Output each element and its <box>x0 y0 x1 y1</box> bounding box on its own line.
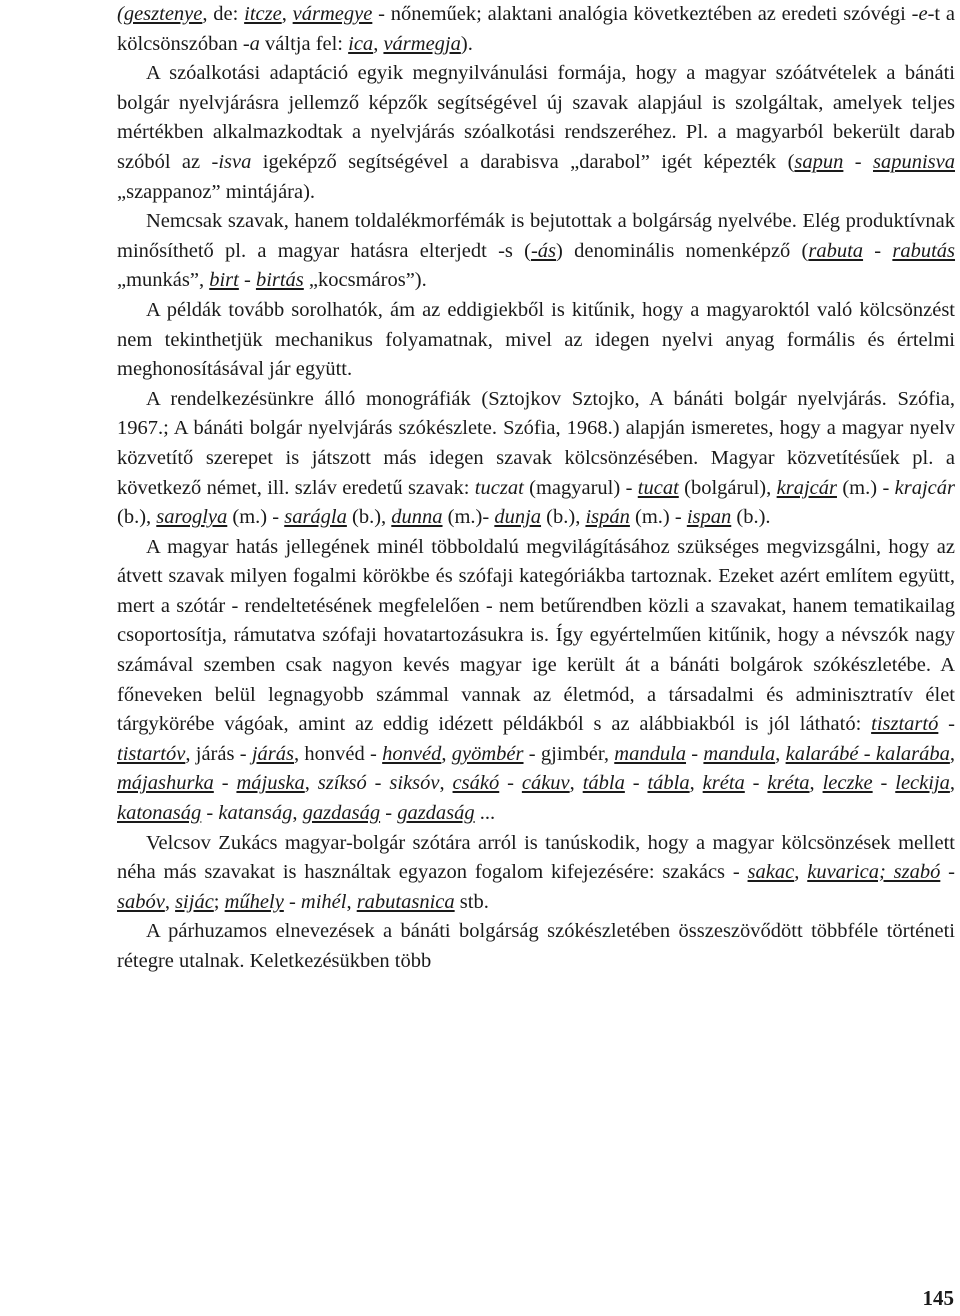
emphasized-word: -a <box>242 32 260 55</box>
paragraph <box>117 0 955 59</box>
emphasized-word: mandula <box>614 742 687 765</box>
emphasized-word: katanság <box>218 802 293 825</box>
text-run: , <box>292 802 303 825</box>
paragraph <box>117 296 955 385</box>
text-run: - <box>283 890 301 913</box>
text-run: , honvéd - <box>294 742 383 765</box>
text-run: - <box>872 772 896 795</box>
text-run: , de: <box>202 3 245 25</box>
emphasized-word: vármegye <box>292 3 373 25</box>
text-run: (m.) - <box>629 506 687 529</box>
emphasized-word: májashurka <box>117 772 214 795</box>
text-run: stb. <box>454 890 489 913</box>
text-run: , <box>346 890 357 913</box>
text-run: igeképző segítségével a darabisva „darabol” igét képezték ( <box>251 150 795 173</box>
emphasized-word: sarágla <box>284 506 347 529</box>
emphasized-word: birtás <box>255 269 304 292</box>
emphasized-word: tábla <box>582 772 625 795</box>
emphasized-word: itcze <box>244 3 282 25</box>
emphasized-word: -e- <box>911 3 935 25</box>
text-run: váltja fel: <box>259 32 349 55</box>
text-run: (m.) - <box>227 506 285 529</box>
text-run: „kocsmáros”). <box>303 269 427 292</box>
text-run: - nőneműek; alaktani analógia következtében az eredeti szóvégi <box>372 3 912 25</box>
emphasized-word: sapunisva <box>873 150 955 173</box>
text-run: - <box>213 772 237 795</box>
text-run: , <box>775 742 786 765</box>
emphasized-word: sakac <box>747 861 795 884</box>
emphasized-word: leckija <box>895 772 950 795</box>
text-run: - <box>938 713 955 736</box>
emphasized-word: ica <box>348 32 374 55</box>
emphasized-word: rabutás <box>892 239 956 262</box>
emphasized-word: ispán <box>585 506 630 529</box>
emphasized-word: dunja <box>494 506 542 529</box>
text-run: ; <box>213 890 225 913</box>
text-run: , <box>794 861 808 884</box>
text-run: (bolgárul), <box>678 476 777 499</box>
text-run: , <box>689 772 703 795</box>
emphasized-word: ispan <box>686 506 732 529</box>
text-run: t a kölcsönszóban <box>117 3 956 55</box>
emphasized-word: leczke <box>822 772 873 795</box>
emphasized-word: májuska <box>236 772 305 795</box>
text-run: ). <box>460 32 473 55</box>
emphasized-word: gazdaság <box>397 802 475 825</box>
emphasized-word: (gesztenye <box>117 3 203 25</box>
text-run: - <box>744 772 768 795</box>
text-run: A szóalkotási adaptáció egyik megnyilvánulási formája, hogy a magyar szóátvételek a bánáti bolgár nyelvjárásra jellemző képzők segítségével új szavak alapjául is szolgáltak, amelyek teljes mértékben alkalmazkodtak a nyelvjárás szóalkotási rendszeréhez. Pl. a magyarból bekerült darab szóból az <box>117 62 955 173</box>
emphasized-word: mandula <box>703 742 776 765</box>
text-run: ... <box>474 802 496 825</box>
text-run: , <box>809 772 823 795</box>
emphasized-word: rabutasnica <box>356 890 455 913</box>
text-run: (b.). <box>731 506 771 529</box>
page-number: 145 <box>922 1286 954 1310</box>
emphasized-word: mihél <box>300 890 347 913</box>
emphasized-word: krajcár <box>894 476 955 499</box>
emphasized-word: sapun <box>794 150 844 173</box>
text-run: - <box>201 802 219 825</box>
text-run: , <box>164 890 176 913</box>
text-run: - <box>624 772 648 795</box>
paragraph <box>117 207 955 296</box>
text-run: „munkás”, <box>117 269 210 292</box>
text-run: - <box>366 772 390 795</box>
emphasized-word: saroglya <box>156 506 228 529</box>
text-run: A magyar hatás jellegének minél többoldalú megvilágításához szükséges megvizsgálni, hogy az átvett szavak milyen fogalmi körökbe és szófaji kategóriákba tartoznak. Ezeket azért említem együtt, mert a szótár - rendeltetésének megfelelően - nem betűrendben közli a szavakat, hanem tematikailag csoportosítja, rámutatva szófaji hovatartozásukra is. Így egyértelműen kitűnik, hogy a névszók nagy számával szemben csak nagyon kevés magyar ige került át a bánáti bolgárok szókészletébe. A főneveken belül legnagyobb számmal vannak az életmód, a társadalmi és adminisztratív élet tárgykörébe vágóak, amint az eddig idézett példákból s az alábbiakból is jól látható: <box>117 535 955 736</box>
emphasized-word: siksóv <box>389 772 440 795</box>
text-run: Nemcsak szavak, hanem toldalékmorfémák is bejutottak a bolgárság nyelvébe. Elég produktívnak minősíthető pl. a magyar hatásra elterjedt -s ( <box>117 210 955 262</box>
emphasized-word: szíksó <box>317 772 367 795</box>
text-run: , <box>439 772 453 795</box>
text-run: (b.), <box>541 506 586 529</box>
text-run: , <box>949 742 956 765</box>
text-run: (m.)- <box>442 506 495 529</box>
text-run: - gjimbér, <box>523 742 615 765</box>
emphasized-word: sijác <box>175 890 214 913</box>
text-run: - <box>863 239 893 262</box>
text-run: - <box>238 269 256 292</box>
text-run: A párhuzamos elnevezések a bánáti bolgárság szókészletében összeszövődött többféle történeti rétegre utalnak. Keletkezésükben több <box>117 920 955 972</box>
emphasized-word: katonaság <box>117 802 202 825</box>
emphasized-word: krajcár <box>776 476 837 499</box>
text-run: - <box>380 802 398 825</box>
text-run: (b.), <box>117 506 157 529</box>
text-run: ) denominális nomenképző ( <box>556 239 809 262</box>
text-run: , <box>373 32 384 55</box>
emphasized-word: dunna <box>391 506 443 529</box>
emphasized-word: rabuta <box>808 239 864 262</box>
text-run: A példák tovább sorolhatók, ám az eddigiekből is kitűnik, hogy a magyaroktól való kölcsönzést nem tekinthetjük mechanikus folyamatnak, mivel az idegen nyelvi anyag formális és értelmi meghonosításával jár együtt. <box>117 298 955 381</box>
text-run: - <box>686 742 704 765</box>
paragraph <box>117 533 955 829</box>
emphasized-word: csákó <box>452 772 500 795</box>
text-run: , <box>569 772 583 795</box>
emphasized-word: tábla <box>647 772 690 795</box>
text-run: , <box>304 772 318 795</box>
emphasized-word: kréta <box>767 772 810 795</box>
text-run: , <box>281 3 293 25</box>
text-run: - <box>499 772 522 795</box>
paragraph <box>117 829 955 918</box>
emphasized-word: cákuv <box>521 772 570 795</box>
text-run: , <box>949 772 956 795</box>
emphasized-word: tisztartó <box>871 713 939 736</box>
text-run: , járás - <box>185 742 252 765</box>
emphasized-word: honvéd <box>382 742 442 765</box>
document-body <box>117 0 955 977</box>
text-run: - <box>843 150 873 173</box>
paragraph <box>117 385 955 533</box>
text-run: (magyarul) - <box>523 476 638 499</box>
emphasized-word: sabóv <box>117 890 165 913</box>
emphasized-word: vármegja <box>383 32 461 55</box>
emphasized-word: kréta <box>702 772 745 795</box>
emphasized-word: tuczat <box>474 476 524 499</box>
paragraph <box>117 917 955 976</box>
text-run: (b.), <box>346 506 392 529</box>
emphasized-word: műhely <box>224 890 284 913</box>
text-run: Velcsov Zukács magyar-bolgár szótára arról is tanúskodik, hogy a magyar kölcsönzések mellett néha más szavakat is használtak egyazon fogalom kifejezésére: szakács - <box>117 831 955 884</box>
emphasized-word: kuvarica; szabó <box>807 861 941 884</box>
paragraph <box>117 59 955 207</box>
text-run: A rendelkezésünkre álló monográfiák (Sztojkov Sztojko, A bánáti bolgár nyelvjárás. Szófia, 1967.; A bánáti bolgár nyelvjárás szókészlete. Szófia, 1968.) alapján ismeretes, hogy a magyar nyelv közvetítő szerepet is játszott más idegen szavak kölcsönzésében. Magyar közvetítésűek pl. a következő német, ill. szláv eredetű szavak: <box>117 387 955 499</box>
text-run: , <box>441 742 452 765</box>
emphasized-word: járás <box>251 742 294 765</box>
emphasized-word: -ás <box>530 239 557 262</box>
text-run: (m.) - <box>836 476 895 499</box>
emphasized-word: birt <box>209 269 239 292</box>
text-run: „szappanoz” mintájára). <box>117 180 316 203</box>
emphasized-word: tistartóv <box>117 742 186 765</box>
emphasized-word: kalarábé - kalarába <box>785 742 950 765</box>
text-run: - <box>940 861 956 884</box>
emphasized-word: gazdaság <box>302 802 381 825</box>
emphasized-word: -isva <box>211 150 252 173</box>
emphasized-word: tucat <box>637 476 679 499</box>
emphasized-word: gyömbér <box>451 742 524 765</box>
